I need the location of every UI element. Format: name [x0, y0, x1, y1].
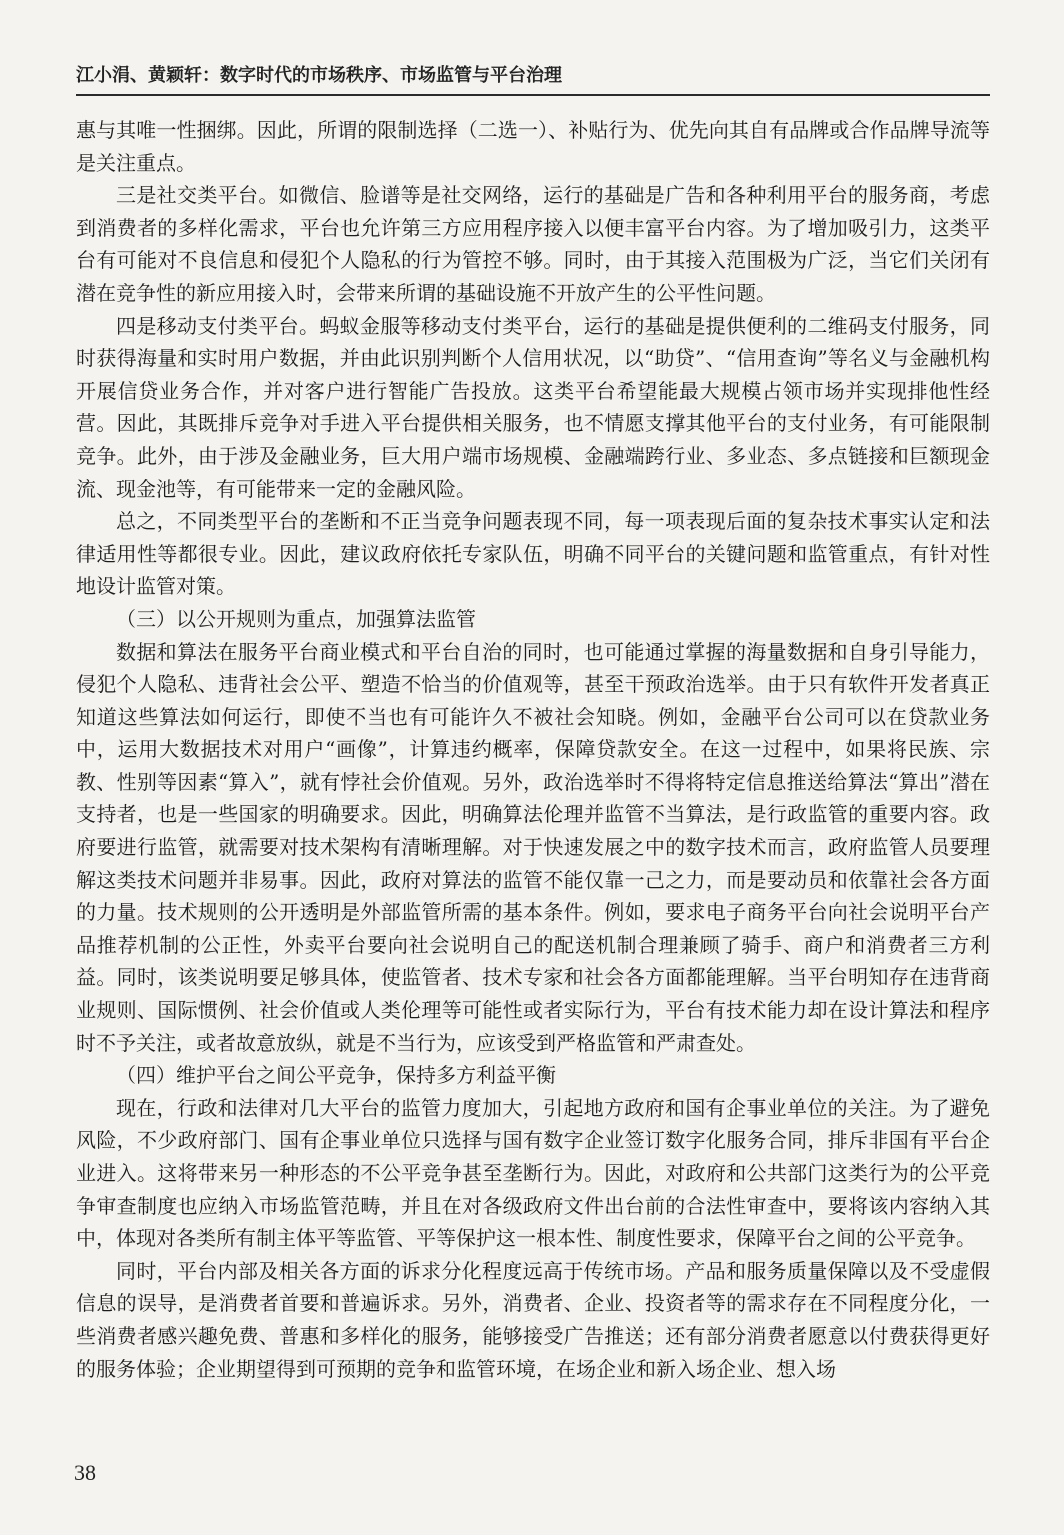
article-body — [76, 114, 990, 1385]
paragraph-stakeholder-demands: 同时，平台内部及相关各方面的诉求分化程度远高于传统市场。产品和服务质量保障以及不受虚假信息的误导，是消费者首要和普遍诉求。另外，消费者、企业、投资者等的需求存在不同程度分化，一些消费者感兴趣免费、普惠和多样化的服务，能够接受广告推送；还有部分消费者愿意以付费获得更好的服务体验；企业期望得到可预期的竞争和监管环境，在场企业和新入场企业、想入场 — [76, 1258, 990, 1381]
paragraph-algorithm-regulation: 数据和算法在服务平台商业模式和平台自治的同时，也可能通过掌握的海量数据和自身引导能力，侵犯个人隐私、违背社会公平、塑造不恰当的价值观等，甚至干预政治选举。由于只有软件开发者真正知道这些算法如何运行，即使不当也有可能许久不被社会知晓。例如，金融平台公司可以在贷款业务中，运用大数据技术对用户“画像”，计算违约概率，保障贷款安全。在这一过程中，如果将民族、宗教、性别等因素“算入”，就有悖社会价值观。另外，政治选举时不得将特定信息推送给算法“算出”潜在支持者，也是一些国家的明确要求。因此，明确算法伦理并监管不当算法，是行政监管的重要内容。政府要进行监管，就需要对技术架构有清晰理解。对于快速发展之中的数字技术而言，政府监管人员要理解这类技术问题并非易事。因此，政府对算法的监管不能仅靠一己之力，而是要动员和依靠社会各方面的力量。技术规则的公开透明是外部监管所需的基本条件。例如，要求电子商务平台向社会说明平台产品推荐机制的公正性，外卖平台要向社会说明自己的配送机制合理兼顾了骑手、商户和消费者三方利益。同时，该类说明要足够具体，使监管者、技术专家和社会各方面都能理解。当平台明知存在违背商业规则、国际惯例、社会价值或人类伦理等可能性或者实际行为，平台有技术能力却在设计算法和程序时不予关注，或者故意放纵，就是不当行为，应该受到严格监管和严肃查处。 — [76, 639, 990, 1055]
paragraph-social-platforms: 三是社交类平台。如微信、脸谱等是社交网络，运行的基础是广告和各种利用平台的服务商，考虑到消费者的多样化需求，平台也允许第三方应用程序接入以便丰富平台内容。为了增加吸引力，这类平台有可能对不良信息和侵犯个人隐私的行为管控不够。同时，由于其接入范围极为广泛，当它们关闭有潜在竞争性的新应用接入时，会带来所谓的基础设施不开放产生的公平性问题。 — [76, 183, 990, 305]
paragraph-summary: 总之，不同类型平台的垄断和不正当竞争问题表现不同，每一项表现后面的复杂技术事实认定和法律适用性等都很专业。因此，建议政府依托专家队伍，明确不同平台的关键问题和监管重点，有针对性地设计监管对策。 — [76, 509, 990, 599]
paragraph-continuation: 惠与其唯一性捆绑。因此，所谓的限制选择（二选一）、补贴行为、优先向其自有品牌或合作品牌导流等是关注重点。 — [76, 118, 990, 175]
paragraph-fair-competition: 现在，行政和法律对几大平台的监管力度加大，引起地方政府和国有企事业单位的关注。为了避免风险，不少政府部门、国有企事业单位只选择与国有数字企业签订数字化服务合同，排斥非国有平台企业进入。这将带来另一种形态的不公平竞争甚至垄断行为。因此，对政府和公共部门这类行为的公平竞争审查制度也应纳入市场监管范畴，并且在对各级政府文件出台前的合法性审查中，要将该内容纳入其中，体现对各类所有制主体平等监管、平等保护这一根本性、制度性要求，保障平台之间的公平竞争。 — [76, 1095, 990, 1251]
section-heading-3: （三）以公开规则为重点，加强算法监管 — [116, 606, 476, 631]
section-heading-4: （四）维护平台之间公平竞争，保持多方利益平衡 — [116, 1063, 556, 1088]
paragraph-mobile-payment-platforms: 四是移动支付类平台。蚂蚁金服等移动支付类平台，运行的基础是提供便利的二维码支付服务，同时获得海量和实时用户数据，并由此识别判断个人信用状况，以“助贷”、“信用查询”等名义与金融机构开展信贷业务合作，并对客户进行智能广告投放。这类平台希望能最大规模占领市场并实现排他性经营。因此，其既排斥竞争对手进入平台提供相关服务，也不情愿支撑其他平台的支付业务，有可能限制竞争。此外，由于涉及金融业务，巨大用户端市场规模、金融端跨行业、多业态、多点链接和巨额现金流、现金池等，有可能带来一定的金融风险。 — [76, 313, 990, 501]
page-number: 38 — [74, 1460, 96, 1485]
running-title: 江小涓、黄颖轩：数字时代的市场秩序、市场监管与平台治理 — [76, 65, 562, 86]
header-divider — [76, 94, 990, 96]
